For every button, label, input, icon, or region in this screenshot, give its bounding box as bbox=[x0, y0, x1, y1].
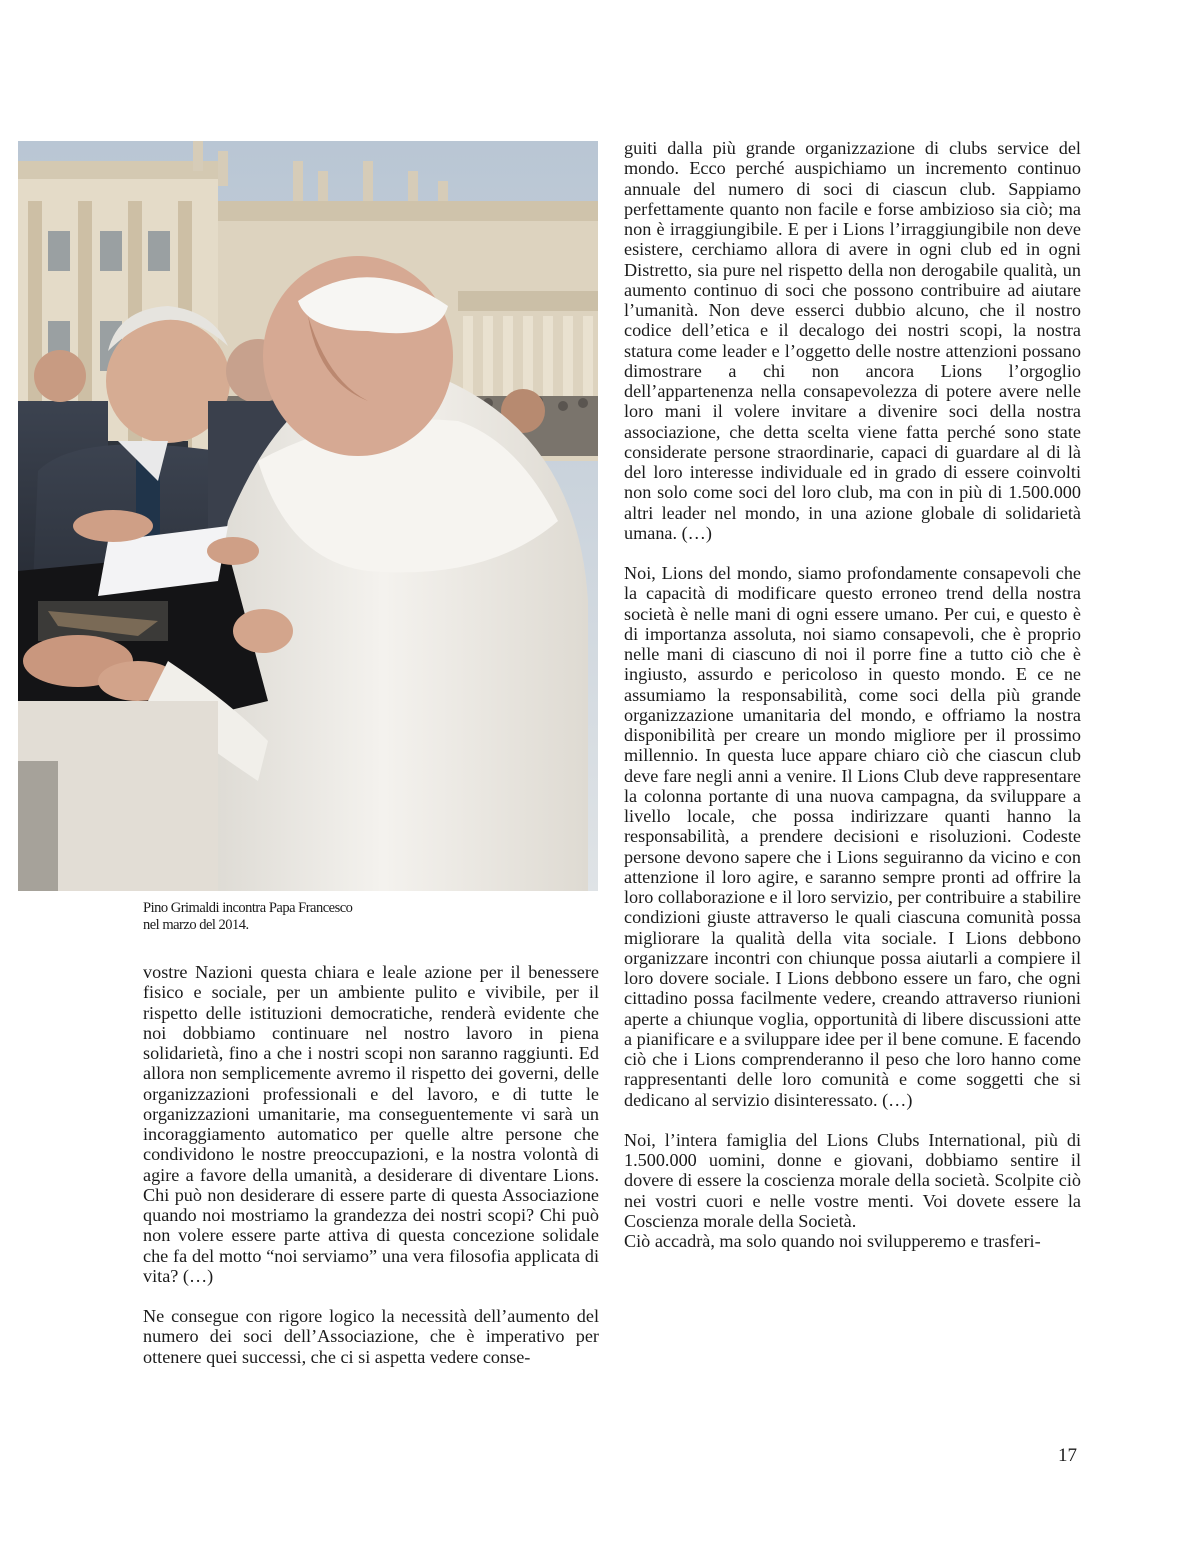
paragraph: vostre Nazioni questa chiara e leale azione per il benessere fisico e sociale, per un ambiente pulito e vivibile, per il rispetto delle istituzioni democratiche, renderà evidente che noi dobbiamo continuare nel nostro lavoro in piena solidarietà, fino a che i nostri scopi non saranno raggiunti. Ed allora non semplicemente avremo il rispetto dei governi, delle organizzazioni professionali e del lavoro, e di tutte le organizzazioni umanitarie, ma conseguentemente vi sarà un incoraggiamento automatico per quelle altre persone che condividono le nostre preoccupazioni, e la nostra volontà di agire a favore della umanità, a desiderare di diventare Lions. Chi può non desiderare di essere parte di questa Associazione quando noi mostriamo la grandezza dei nostri scopi? Chi può non volere essere parte attiva di questa concezione solidale che fa del motto “noi serviamo” una vera filosofia applicata di vita? (…) bbox=[143, 962, 599, 1286]
left-text-column bbox=[143, 962, 599, 1367]
paragraph: Noi, l’intera famiglia del Lions Clubs International, più di 1.500.000 uomini, donne e giovani, dobbiamo sentire il dovere di essere la coscienza morale della società. Scolpite ciò nei vostri cuori e nelle vostre menti. Voi dovete essere la Coscienza morale della Società. bbox=[624, 1129, 1081, 1231]
paragraph: guiti dalla più grande organizzazione di clubs service del mondo. Ecco perché auspichiamo un incremento continuo annuale del numero di soci di ciascun club. Sappiamo perfettamente quanto non facile e forse ambizioso sia ciò; ma non è irraggiungibile. E per i Lions l’irraggiungibile non deve esistere, cerchiamo allora di avere in ogni club ed in ogni Distretto, sia pure nel rispetto della non derogabile qualità, un aumento continuo di soci che possono contribuire ad aiutare l’umanità. Non deve esserci dubbio alcuno, che il nostro codice dell’etica e il decalogo dei nostri scopi, la nostra statura come leader e l’oggetto delle nostre attenzioni possano dimostrare a chi non ancora Lions l’orgoglio dell’appartenenza nella consapevolezza di potere avere nelle loro mani il volere invitare a divenire soci della nostra associazione, che detta scelta viene fatta perché sono state considerate persone straordinarie, capaci di guardare al di là del loro interesse individuale ed in grado di essere coinvolti non solo come soci del loro club, ma con in più di 1.500.000 altri leader nel mondo, in una azione globale di solidarietà umana. (…) bbox=[624, 138, 1081, 543]
photo-icon bbox=[18, 141, 598, 891]
article-photo bbox=[18, 141, 598, 891]
photo-caption bbox=[143, 900, 443, 934]
paragraph: Ne consegue con rigore logico la necessità dell’aumento del numero dei soci dell’Associazione, che è imperativo per ottenere quei successi, che ci si aspetta vedere conse- bbox=[143, 1306, 599, 1367]
paragraph: Ciò accadrà, ma solo quando noi svilupperemo e trasferi- bbox=[624, 1231, 1041, 1251]
paragraph: Noi, Lions del mondo, siamo profondamente consapevoli che la capacità di modificare questo erroneo trend della nostra società è nelle mani di ogni essere umano. Per cui, e questo è di importanza assoluta, noi siamo consapevoli, che è proprio nelle mani di ciascuno di noi il porre fine a tutto ciò che è ingiusto, assurdo e pericoloso in questo mondo. E ce ne assumiamo la responsabilità, come soci della più grande organizzazione umanitaria del mondo, e offriamo la nostra disponibilità per creare un mondo migliore per il prossimo millennio. In questa luce appare chiaro ciò che ciascun club deve fare negli anni a venire. Il Lions Club deve rappresentare la colonna portante di una nuova campagna, da sviluppare a livello locale, che possa indirizzare quanti hanno la responsabilità, a prendere decisioni e risoluzioni. Codeste persone devono sapere che i Lions seguiranno da vicino e con attenzione il loro agire, e saranno sempre pronti ad offrire la loro collaborazione e il loro servizio, per contribuire a stabilire condizioni giuste attraverso le quali ciascuna comunità possa migliorare la qualità della vita sociale. I Lions debbono organizzare incontri con chiunque possa aiutarli a compiere il loro dovere sociale. I Lions debbono essere un faro, che ogni cittadino possa facilmente vedere, creando attraverso riunioni aperte a chiunque voglia, opportunità di libere discussioni atte a pianificare e a sviluppare idee per il bene comune. E facendo ciò che i Lions comprenderanno il peso che loro hanno come rappresentanti delle loro comunità e come soggetti che si dedicano al servizio disinteressato. (…) bbox=[624, 563, 1081, 1110]
caption-line-1: Pino Grimaldi incontra Papa Francesco bbox=[143, 900, 353, 916]
page-number: 17 bbox=[1058, 1445, 1077, 1466]
right-text-column bbox=[624, 138, 1081, 1251]
caption-line-2: nel marzo del 2014. bbox=[143, 917, 249, 933]
